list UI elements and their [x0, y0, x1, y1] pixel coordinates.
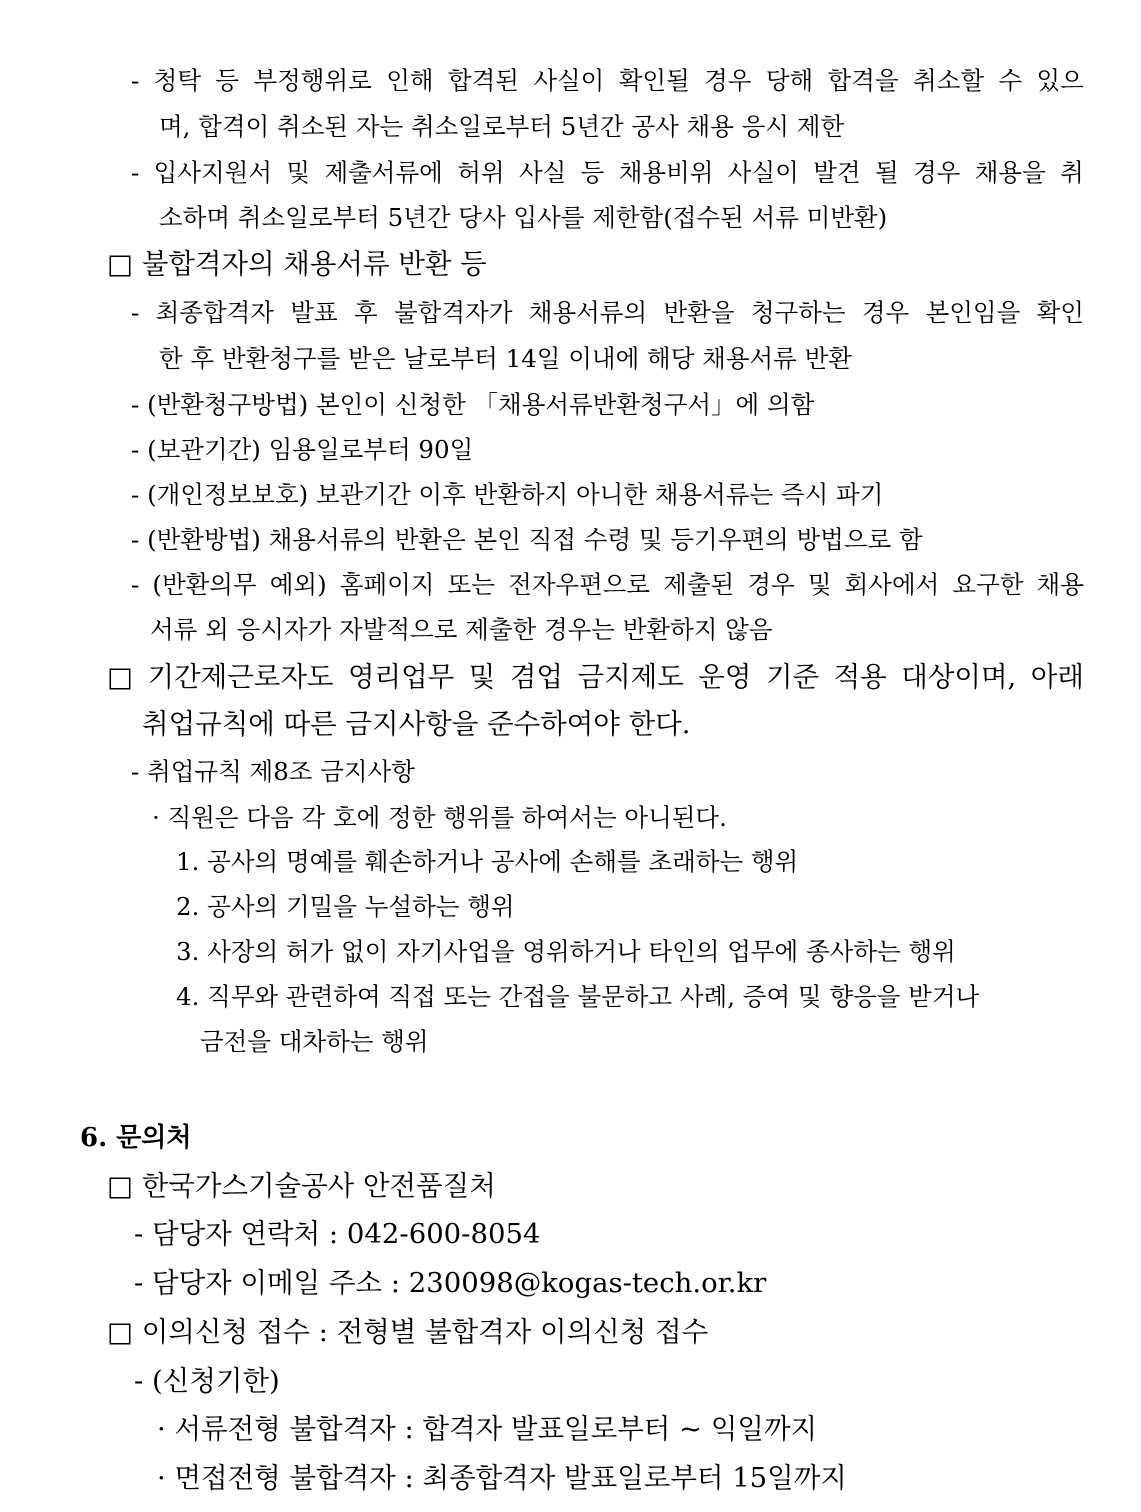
return-item-3: - (보관기간) 임용일로부터 90일	[131, 435, 474, 464]
word: 허위	[457, 158, 505, 187]
word: 적용	[833, 661, 887, 693]
word: -	[131, 570, 140, 599]
word: 후	[354, 298, 378, 327]
rule-4-line-1: 4. 직무와 관련하여 직접 또는 간접을 불문하고 사례, 증여 및 향응을 받거나	[176, 982, 980, 1011]
word: 및	[468, 661, 496, 693]
contact-phone: - 담당자 연락처 : 042-600-8054	[134, 1218, 541, 1250]
word: 인해	[386, 66, 434, 95]
rule-3: 3. 사장의 허가 없이 자기사업을 영위하거나 타인의 업무에 종사하는 행위	[176, 937, 956, 966]
word: 본인임을	[925, 298, 1021, 327]
word: 채용을	[974, 158, 1046, 187]
word: 발표	[290, 298, 338, 327]
appeal-heading: □ 이의신청 접수 : 전형별 불합격자 이의신청 접수	[107, 1316, 709, 1348]
word: 반환을	[663, 298, 735, 327]
word: 경우	[704, 66, 752, 95]
word: 등	[580, 158, 605, 187]
rule-2: 2. 공사의 기밀을 누설하는 행위	[176, 892, 515, 921]
return-item-6-line-1	[131, 570, 1084, 599]
return-item-6-line-2: 서류 외 응시자가 자발적으로 제출한 경우는 반환하지 않음	[150, 615, 773, 644]
appeal-deadline-interview: · 면접전형 불합격자 : 최종합격자 발표일로부터 15일까지	[157, 1462, 847, 1494]
word: 운영	[698, 661, 752, 693]
word: 예외)	[269, 570, 327, 599]
word: 제출서류에	[324, 158, 443, 187]
contract-heading-line-1	[107, 661, 1084, 693]
word: (반환의무	[152, 570, 257, 599]
word: 당해	[765, 66, 814, 95]
return-section-heading: □ 불합격자의 채용서류 반환 등	[107, 248, 487, 280]
word: 전자우편으로	[508, 570, 651, 599]
word: 경우	[747, 570, 795, 599]
word: -	[131, 158, 140, 187]
word: 요구한	[952, 570, 1024, 599]
word: 취소할	[913, 66, 985, 95]
word: 확인	[1036, 298, 1084, 327]
disqualification-falsehood-line-1	[131, 158, 1084, 187]
word: 기간제근로자도	[147, 661, 334, 693]
word: 회사에서	[844, 570, 940, 599]
word: -	[131, 66, 140, 95]
word: 사실	[518, 158, 567, 187]
word: 채용비위	[618, 158, 714, 187]
word: 사실이	[533, 66, 605, 95]
word: 청탁	[153, 66, 202, 95]
word: □	[107, 661, 133, 693]
word: 불합격자가	[394, 298, 513, 327]
rule-title: - 취업규칙 제8조 금지사항	[131, 757, 415, 786]
rule-4-line-2: 금전을 대차하는 행위	[200, 1027, 429, 1056]
word: 합격된	[447, 66, 519, 95]
word: 확인될	[618, 66, 690, 95]
contact-org-heading: □ 한국가스기술공사 안전품질처	[107, 1170, 496, 1202]
word: 및	[286, 158, 311, 187]
word: 사실이	[727, 158, 799, 187]
word: 겸업	[509, 661, 563, 693]
word: 대상이며,	[901, 661, 1017, 693]
word: 있으	[1036, 66, 1084, 95]
word: 취	[1060, 158, 1084, 187]
word: 채용서류의	[528, 298, 648, 327]
word: 및	[807, 570, 832, 599]
word: 아래	[1030, 661, 1084, 693]
word: 경우	[913, 158, 961, 187]
word: 청구하는	[750, 298, 846, 327]
contract-heading-line-2: 취업규칙에 따른 금지사항을 준수하여야 한다.	[142, 708, 691, 740]
return-item-2: - (반환청구방법) 본인이 신청한 「채용서류반환청구서」에 의함	[131, 390, 815, 419]
return-item-1-line-2: 한 후 반환청구를 받은 날로부터 14일 이내에 해당 채용서류 반환	[159, 344, 852, 373]
contact-email: - 담당자 이메일 주소 : 230098@kogas-tech.or.kr	[134, 1267, 767, 1299]
word: 기준	[765, 661, 820, 693]
word: 발견	[813, 158, 861, 187]
word: 경우	[861, 298, 910, 327]
return-item-5: - (반환방법) 채용서류의 반환은 본인 직접 수령 및 등기우편의 방법으로 함	[131, 525, 923, 554]
word: 될	[874, 158, 899, 187]
word: -	[131, 298, 140, 327]
word: 합격을	[827, 66, 899, 95]
return-item-4: - (개인정보보호) 보관기간 이후 반환하지 아니한 채용서류는 즉시 파기	[131, 480, 884, 509]
word: 최종합격자	[155, 298, 274, 327]
appeal-deadline-document: · 서류전형 불합격자 : 합격자 발표일로부터 ~ 익일까지	[157, 1413, 818, 1445]
return-item-1-line-1	[131, 298, 1084, 327]
word: 채용	[1036, 570, 1084, 599]
appeal-deadline-label: - (신청기한)	[134, 1365, 280, 1397]
word: 부정행위로	[253, 66, 372, 95]
word: 등	[215, 66, 240, 95]
word: 입사지원서	[153, 158, 273, 187]
word: 수	[998, 66, 1023, 95]
word: 홈페이지	[339, 570, 435, 599]
word: 영리업무	[347, 661, 455, 693]
disqualification-bribery-line-1	[131, 66, 1084, 95]
contact-section-title: 6. 문의처	[80, 1123, 192, 1153]
rule-1: 1. 공사의 명예를 훼손하거나 공사에 손해를 초래하는 행위	[176, 847, 799, 876]
word: 제출된	[663, 570, 735, 599]
word: 금지제도	[577, 661, 684, 693]
word: 또는	[447, 570, 495, 599]
rule-intro: · 직원은 다음 각 호에 정한 행위를 하여서는 아니된다.	[152, 803, 727, 832]
disqualification-bribery-line-2: 며, 합격이 취소된 자는 취소일로부터 5년간 공사 채용 응시 제한	[159, 112, 845, 141]
disqualification-falsehood-line-2: 소하며 취소일로부터 5년간 당사 입사를 제한함(접수된 서류 미반환)	[159, 203, 888, 232]
